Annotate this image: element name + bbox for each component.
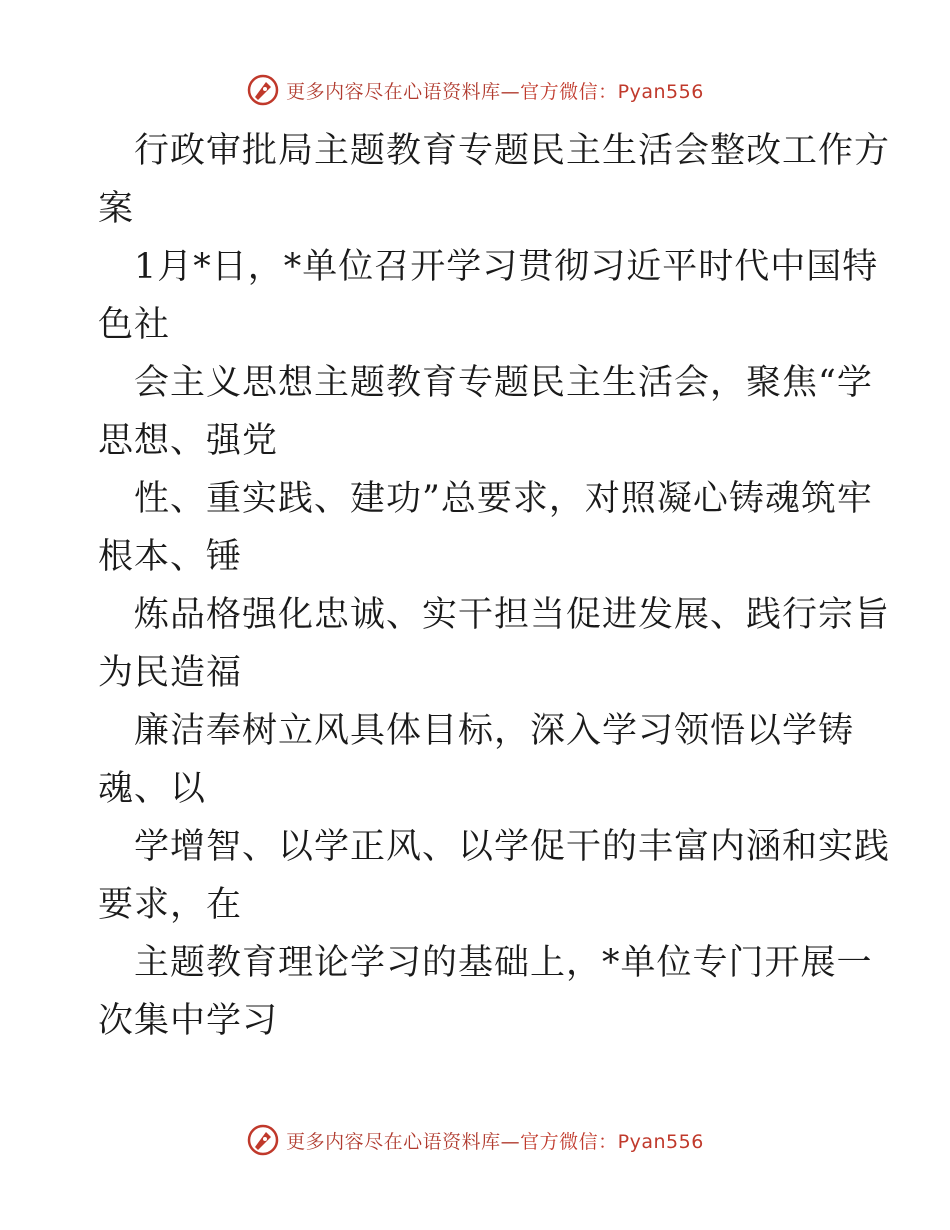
pen-nib-logo-icon <box>246 1123 280 1157</box>
doc-line: 魂、以 <box>98 769 207 809</box>
footer-watermark-banner <box>0 1120 950 1160</box>
document-body <box>98 122 891 1050</box>
doc-line: 为民造福 <box>98 653 243 693</box>
banner-wechat-text: 官方微信：Pyan556 <box>520 80 704 103</box>
doc-line: 要求，在 <box>98 885 243 925</box>
doc-line: 学增智、以学正风、以学促干的丰富内涵和实践 <box>134 827 891 867</box>
doc-line: 廉洁奉树立风具体目标，深入学习领悟以学铸 <box>134 711 855 751</box>
doc-line: 根本、锤 <box>98 537 243 577</box>
doc-line: 次集中学习 <box>98 1001 279 1041</box>
doc-line: 会主义思想主题教育专题民主生活会，聚焦“学 <box>134 363 873 403</box>
banner-wechat-text: 官方微信：Pyan556 <box>520 1130 704 1153</box>
banner-text <box>286 1127 704 1154</box>
banner-main-text: 更多内容尽在心语资料库— <box>286 80 521 103</box>
doc-line: 炼品格强化忠诚、实干担当促进发展、践行宗旨 <box>134 595 891 635</box>
banner-main-text: 更多内容尽在心语资料库— <box>286 1130 521 1153</box>
doc-line: 1月*日，*单位召开学习贯彻习近平时代中国特 <box>134 247 879 287</box>
doc-line: 色社 <box>98 305 171 345</box>
header-watermark-banner <box>0 70 950 110</box>
banner-text <box>286 77 704 104</box>
doc-line: 性、重实践、建功”总要求，对照凝心铸魂筑牢 <box>134 479 873 519</box>
doc-line: 案 <box>98 189 135 229</box>
doc-line: 主题教育理论学习的基础上，*单位专门开展一 <box>134 943 873 983</box>
doc-line: 思想、强党 <box>98 421 279 461</box>
doc-line: 行政审批局主题教育专题民主生活会整改工作方 <box>134 131 891 171</box>
pen-nib-logo-icon <box>246 73 280 107</box>
